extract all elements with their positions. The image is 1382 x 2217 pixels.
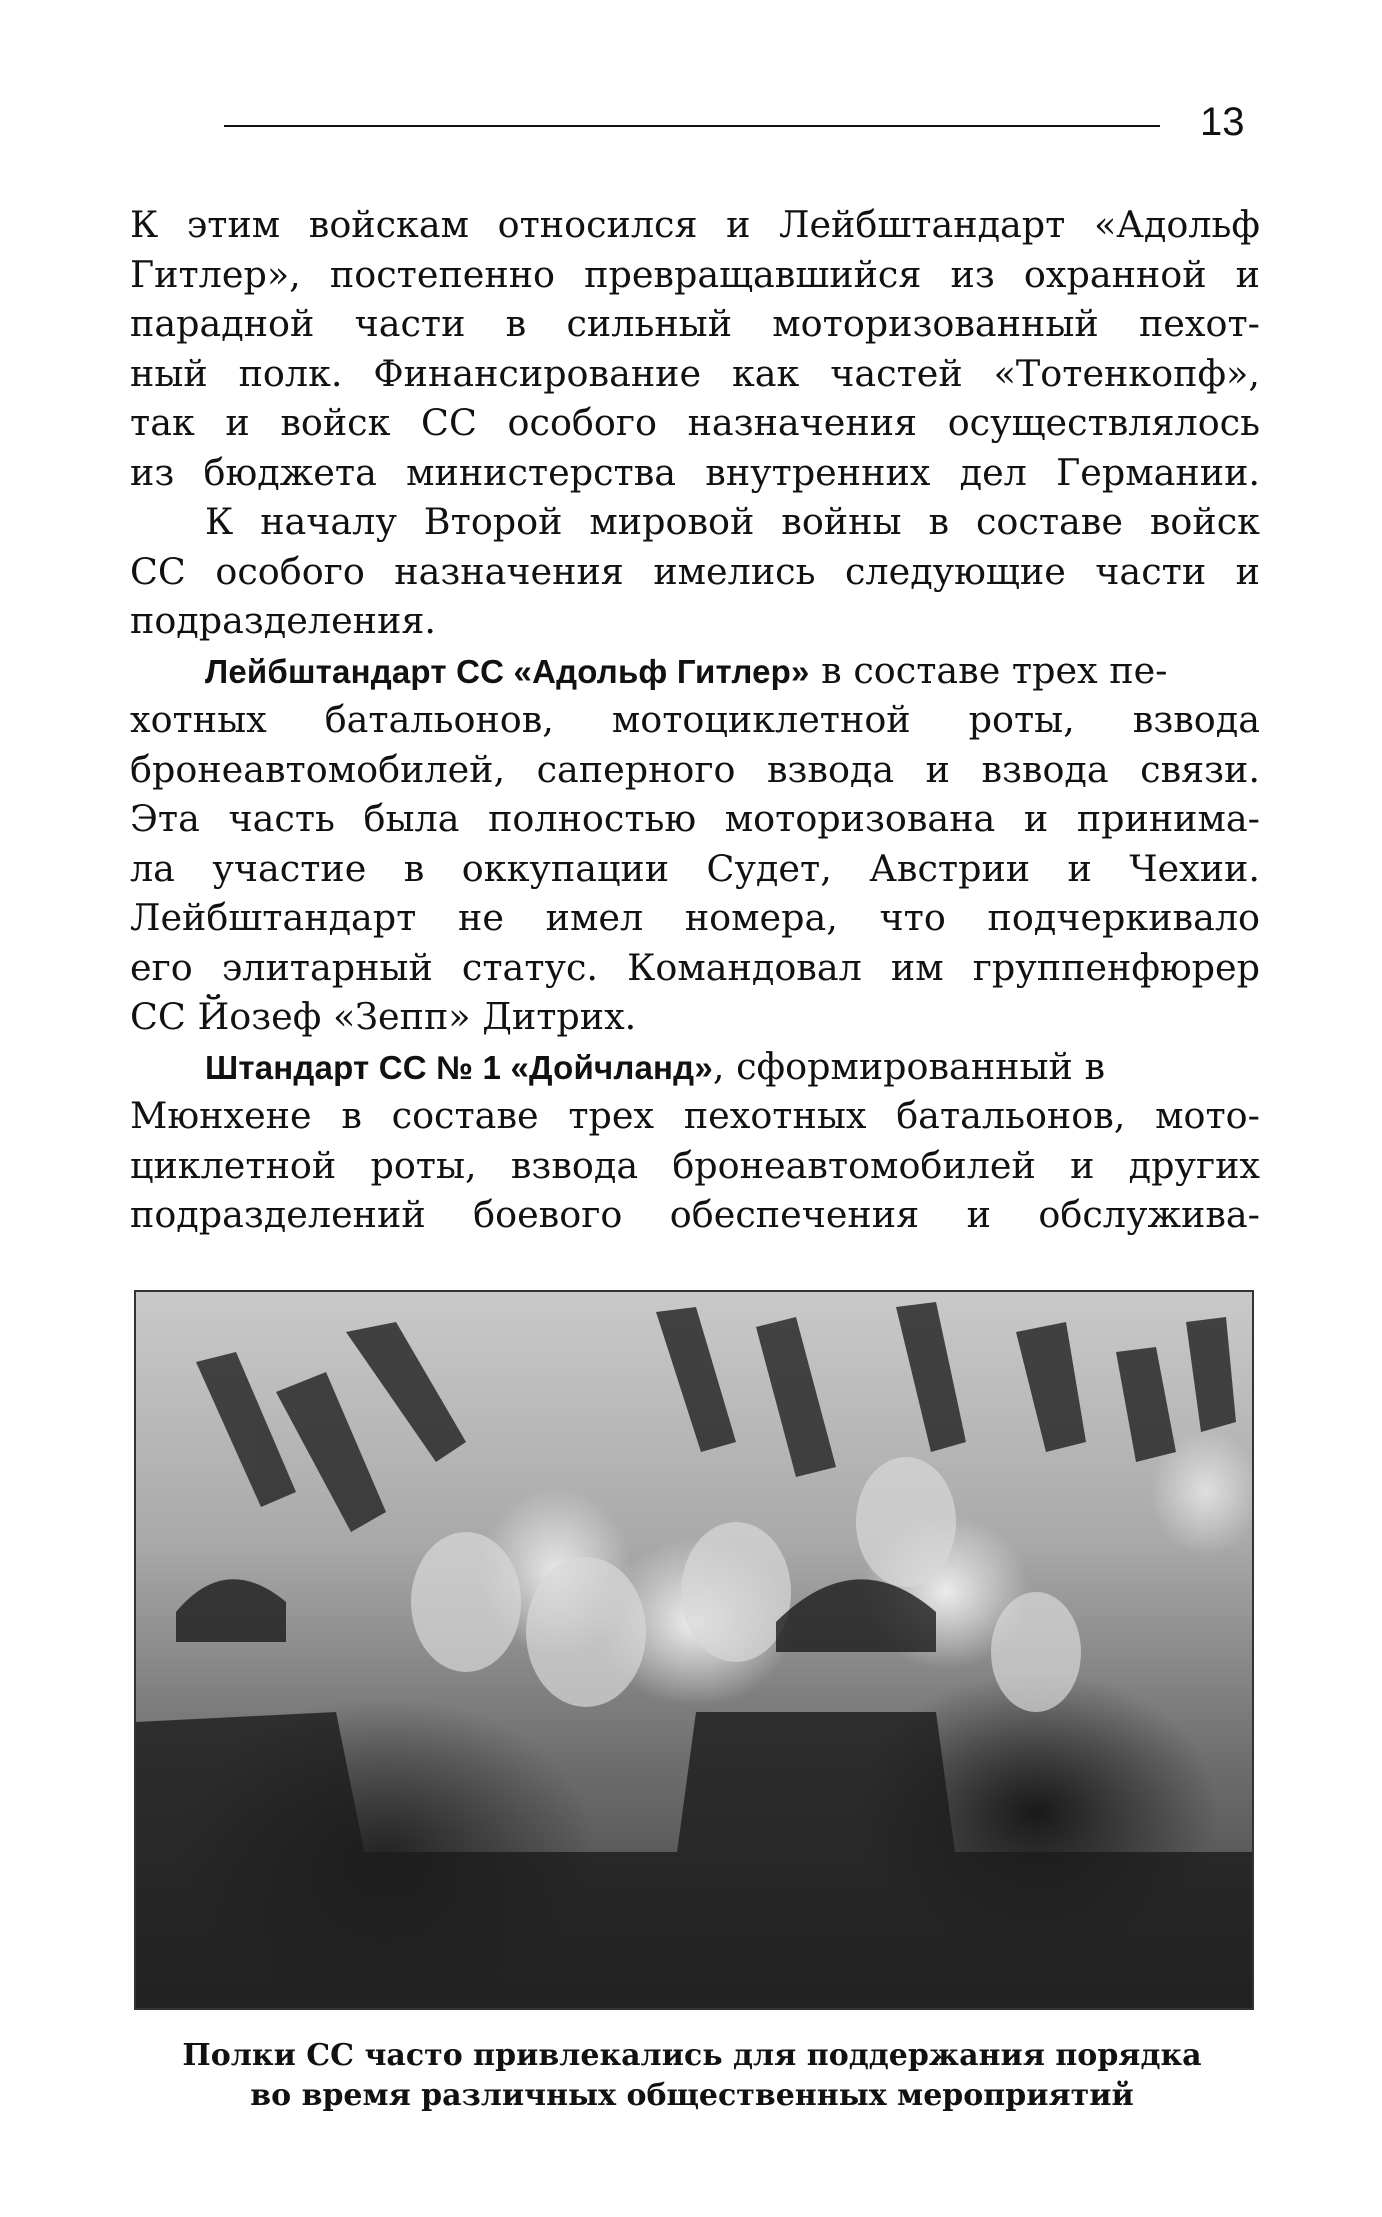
caption-line: во время различных общественных мероприятий [250, 2078, 1134, 2113]
text-line: ла участие в оккупации Судет, Австрии и Чехии. [130, 846, 1260, 890]
text-line: циклетной роты, взвода бронеавтомобилей и других [130, 1143, 1260, 1187]
figure-caption [134, 2036, 1250, 2116]
header-rule [224, 125, 1160, 127]
body-text [130, 200, 1260, 1240]
lead-heading: Штандарт СС № 1 «Дойчланд» [205, 1048, 713, 1086]
text-line: из бюджета министерства внутренних дел Германии. [130, 450, 1260, 494]
text-line: его элитарный статус. Командовал им группенфюрер [130, 945, 1260, 989]
crowd-photo [134, 1290, 1254, 2010]
text-line: Лейбштандарт не имел номера, что подчеркивало [130, 896, 1260, 939]
text-line [130, 1042, 1260, 1092]
caption-line: Полки СС часто привлекались для поддержания порядка [182, 2038, 1202, 2073]
text-line: СС Йозеф «Зепп» Дитрих. [130, 995, 637, 1038]
text-line: Мюнхене в составе трех пехотных батальонов, мото- [130, 1094, 1260, 1137]
text-line: Гитлер», постепенно превращавшийся из охранной и [130, 252, 1260, 296]
text-line: ный полк. Финансирование как частей «Тотенкопф», [130, 351, 1260, 395]
text-line: СС особого назначения имелись следующие части и [130, 549, 1260, 593]
text-line [130, 646, 1260, 696]
text-line: Эта часть была полностью моторизована и принима- [130, 797, 1260, 840]
text-line: бронеавтомобилей, саперного взвода и взвода связи. [130, 747, 1260, 791]
text-run: в составе трех пе- [809, 648, 1168, 692]
text-line: хотных батальонов, мотоциклетной роты, взвода [130, 698, 1260, 741]
photo-shapes [136, 1292, 1252, 2008]
text-line: подразделений боевого обеспечения и обслужива- [130, 1193, 1260, 1236]
text-line: парадной части в сильный моторизованный пехот- [130, 302, 1260, 345]
text-line: К началу Второй мировой войны в составе войск [205, 500, 1260, 543]
lead-heading: Лейбштандарт СС «Адольф Гитлер» [205, 652, 810, 690]
text-line: так и войск СС особого назначения осуществлялось [130, 401, 1260, 444]
text-run: , сформированный в [712, 1044, 1105, 1088]
page-number: 13 [1200, 100, 1245, 144]
text-line: подразделения. [130, 599, 436, 642]
text-line: К этим войскам относился и Лейбштандарт «Адольф [130, 203, 1260, 246]
